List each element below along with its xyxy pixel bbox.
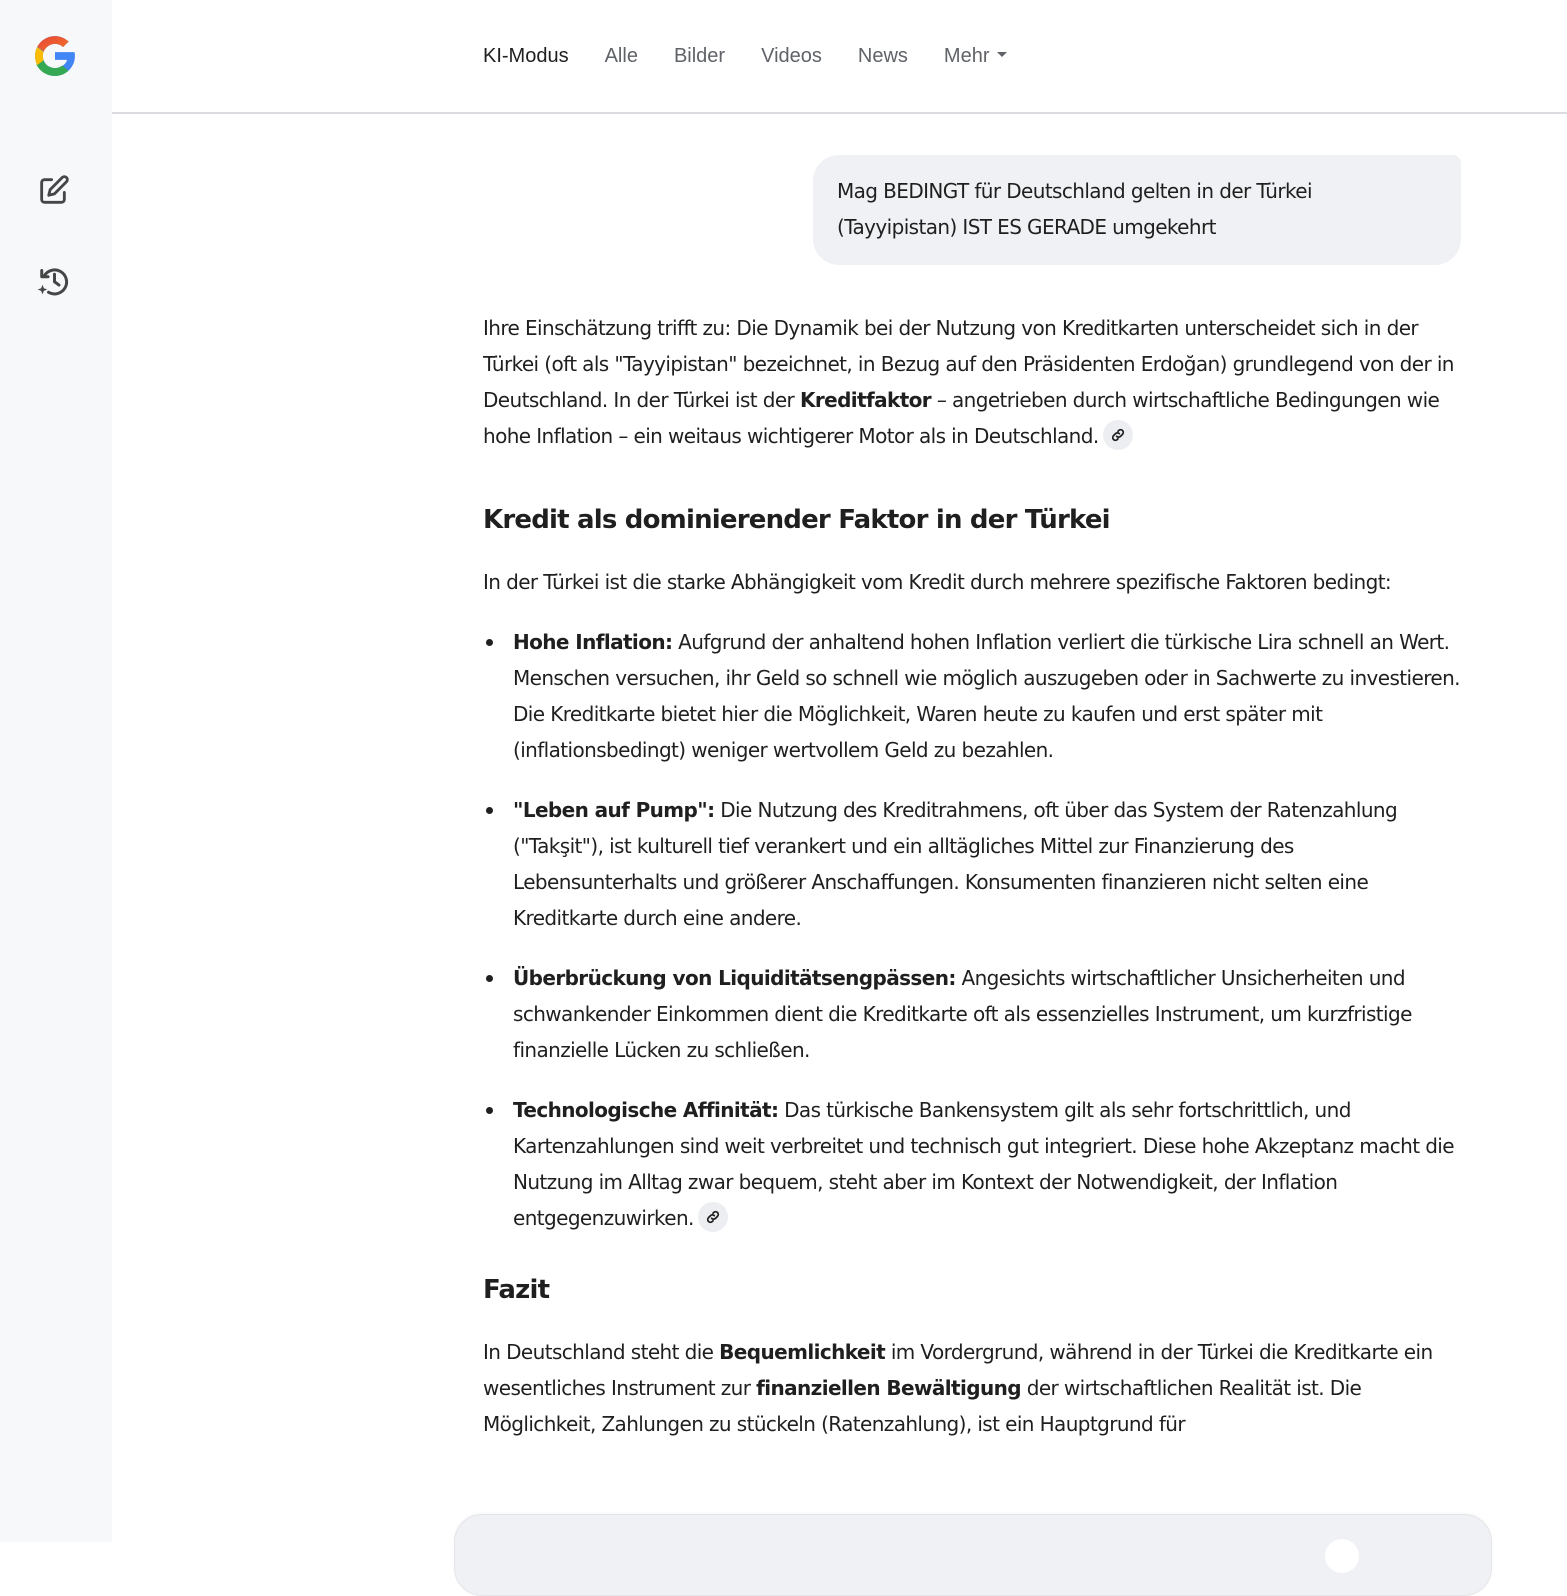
fazit-text-1: In Deutschland steht die: [483, 1340, 720, 1364]
history-button[interactable]: [32, 260, 74, 302]
list-item-title: "Leben auf Pump":: [513, 798, 715, 822]
user-message-bubble: Mag BEDINGT für Deutschland gelten in der Türkei (Tayyipistan) IST ES GERADE umgekehrt: [813, 155, 1461, 265]
google-g-icon: [29, 30, 81, 82]
tab-mehr-label: Mehr: [943, 45, 990, 67]
intro-text-1: Ihre Einschätzung trifft zu: Die Dynamik bei der Nutzung von Kreditkarten unterscheidet sich in der Türkei (oft als "Tayyipistan" bezeichnet, in Bezug auf den Präsidenten Erdoğan) grundlegend von der in Deutschland. In der Türkei ist der: [483, 316, 1454, 412]
intro-text-2: – angetrieben durch wirtschaftliche Bedingungen wie hohe Inflation – ein weitaus wichtigerer Motor als in Deutschland.: [483, 388, 1440, 448]
tab-bilder[interactable]: Bilder: [673, 45, 726, 67]
header: [112, 0, 1567, 114]
fazit-bold-2: finanziellen Bewältigung: [756, 1376, 1021, 1400]
list-item: [513, 960, 1463, 1068]
section-heading-kredit: Kredit als dominierender Faktor in der Türkei: [483, 505, 1110, 535]
list-item-text: Die Nutzung des Kreditrahmens, oft über das System der Ratenzahlung ("Takşit"), ist kulturell tief verankert und ein alltägliches Mittel zur Finanzierung des Lebensunterhalts und größerer Anschaffungen. Konsumenten finanzieren nicht selten eine Kreditkarte durch eine andere.: [513, 798, 1398, 930]
history-sparkle-icon: [35, 263, 71, 299]
link-icon: [1110, 427, 1126, 443]
source-link-button[interactable]: [698, 1202, 728, 1232]
ai-answer: [483, 310, 1463, 1442]
section-heading-fazit: Fazit: [483, 1275, 550, 1305]
list-item: [513, 624, 1463, 768]
link-icon: [705, 1209, 721, 1225]
conversation: [483, 114, 1463, 1542]
source-link-button[interactable]: [1103, 420, 1133, 450]
fazit-text-3: der wirtschaftlichen Realität ist. Die Möglichkeit, Zahlungen zu stückeln (Ratenzahlung), ist ein Hauptgrund für: [483, 1376, 1362, 1436]
factor-list: [483, 624, 1463, 1236]
caret-down-icon: [997, 52, 1007, 57]
section-intro: In der Türkei ist die starke Abhängigkeit vom Kredit durch mehrere spezifische Faktoren bedingt:: [483, 570, 1392, 594]
fazit-bold-1: Bequemlichkeit: [719, 1340, 886, 1364]
composer-action-button[interactable]: [1325, 1539, 1359, 1573]
list-item-title: Technologische Affinität:: [513, 1098, 779, 1122]
search-tabs: [483, 42, 1043, 70]
list-item-title: Überbrückung von Liquiditätsengpässen:: [513, 966, 956, 990]
list-item: [513, 1092, 1463, 1236]
edit-square-icon: [36, 174, 70, 208]
list-item-text: Das türkische Bankensystem gilt als sehr fortschrittlich, und Kartenzahlungen sind weit verbreitet und technisch gut integriert. Diese hohe Akzeptanz macht die Nutzung im Alltag zwar bequem, steht aber im Kontext der Notwendigkeit, der Inflation entgegenzuwirken.: [513, 1098, 1454, 1230]
intro-bold: Kreditfaktor: [799, 388, 932, 412]
list-item-text: Aufgrund der anhaltend hohen Inflation verliert die türkische Lira schnell an Wert. Menschen versuchen, ihr Geld so schnell wie möglich auszugeben oder in Sachwerte zu investieren. Die Kreditkarte bietet hier die Möglichkeit, Waren heute zu kaufen und erst später mit (inflationsbedingt) weniger wertvollem Geld zu bezahlen.: [513, 630, 1460, 762]
prompt-input-box[interactable]: [454, 1514, 1492, 1596]
answer-intro: [483, 310, 1463, 454]
tab-alle[interactable]: Alle: [604, 45, 638, 67]
list-item: [513, 792, 1463, 936]
list-item-title: Hohe Inflation:: [513, 630, 673, 654]
tab-news[interactable]: News: [857, 45, 908, 67]
new-chat-button[interactable]: [32, 170, 74, 212]
sidebar: [0, 0, 112, 1542]
tab-mehr[interactable]: [944, 42, 1008, 70]
fazit-text-2: im Vordergrund, während in der Türkei die Kreditkarte ein wesentliches Instrument zur: [483, 1340, 1433, 1400]
tab-ki-modus[interactable]: KI-Modus: [483, 45, 569, 67]
fazit-text: [483, 1334, 1463, 1442]
list-item-text: Angesichts wirtschaftlicher Unsicherheiten und schwankender Einkommen dient die Kreditkarte oft als essenzielles Instrument, um kurzfristige finanzielle Lücken zu schließen.: [513, 966, 1412, 1062]
tab-videos[interactable]: Videos: [761, 45, 822, 67]
google-logo[interactable]: [29, 30, 81, 82]
